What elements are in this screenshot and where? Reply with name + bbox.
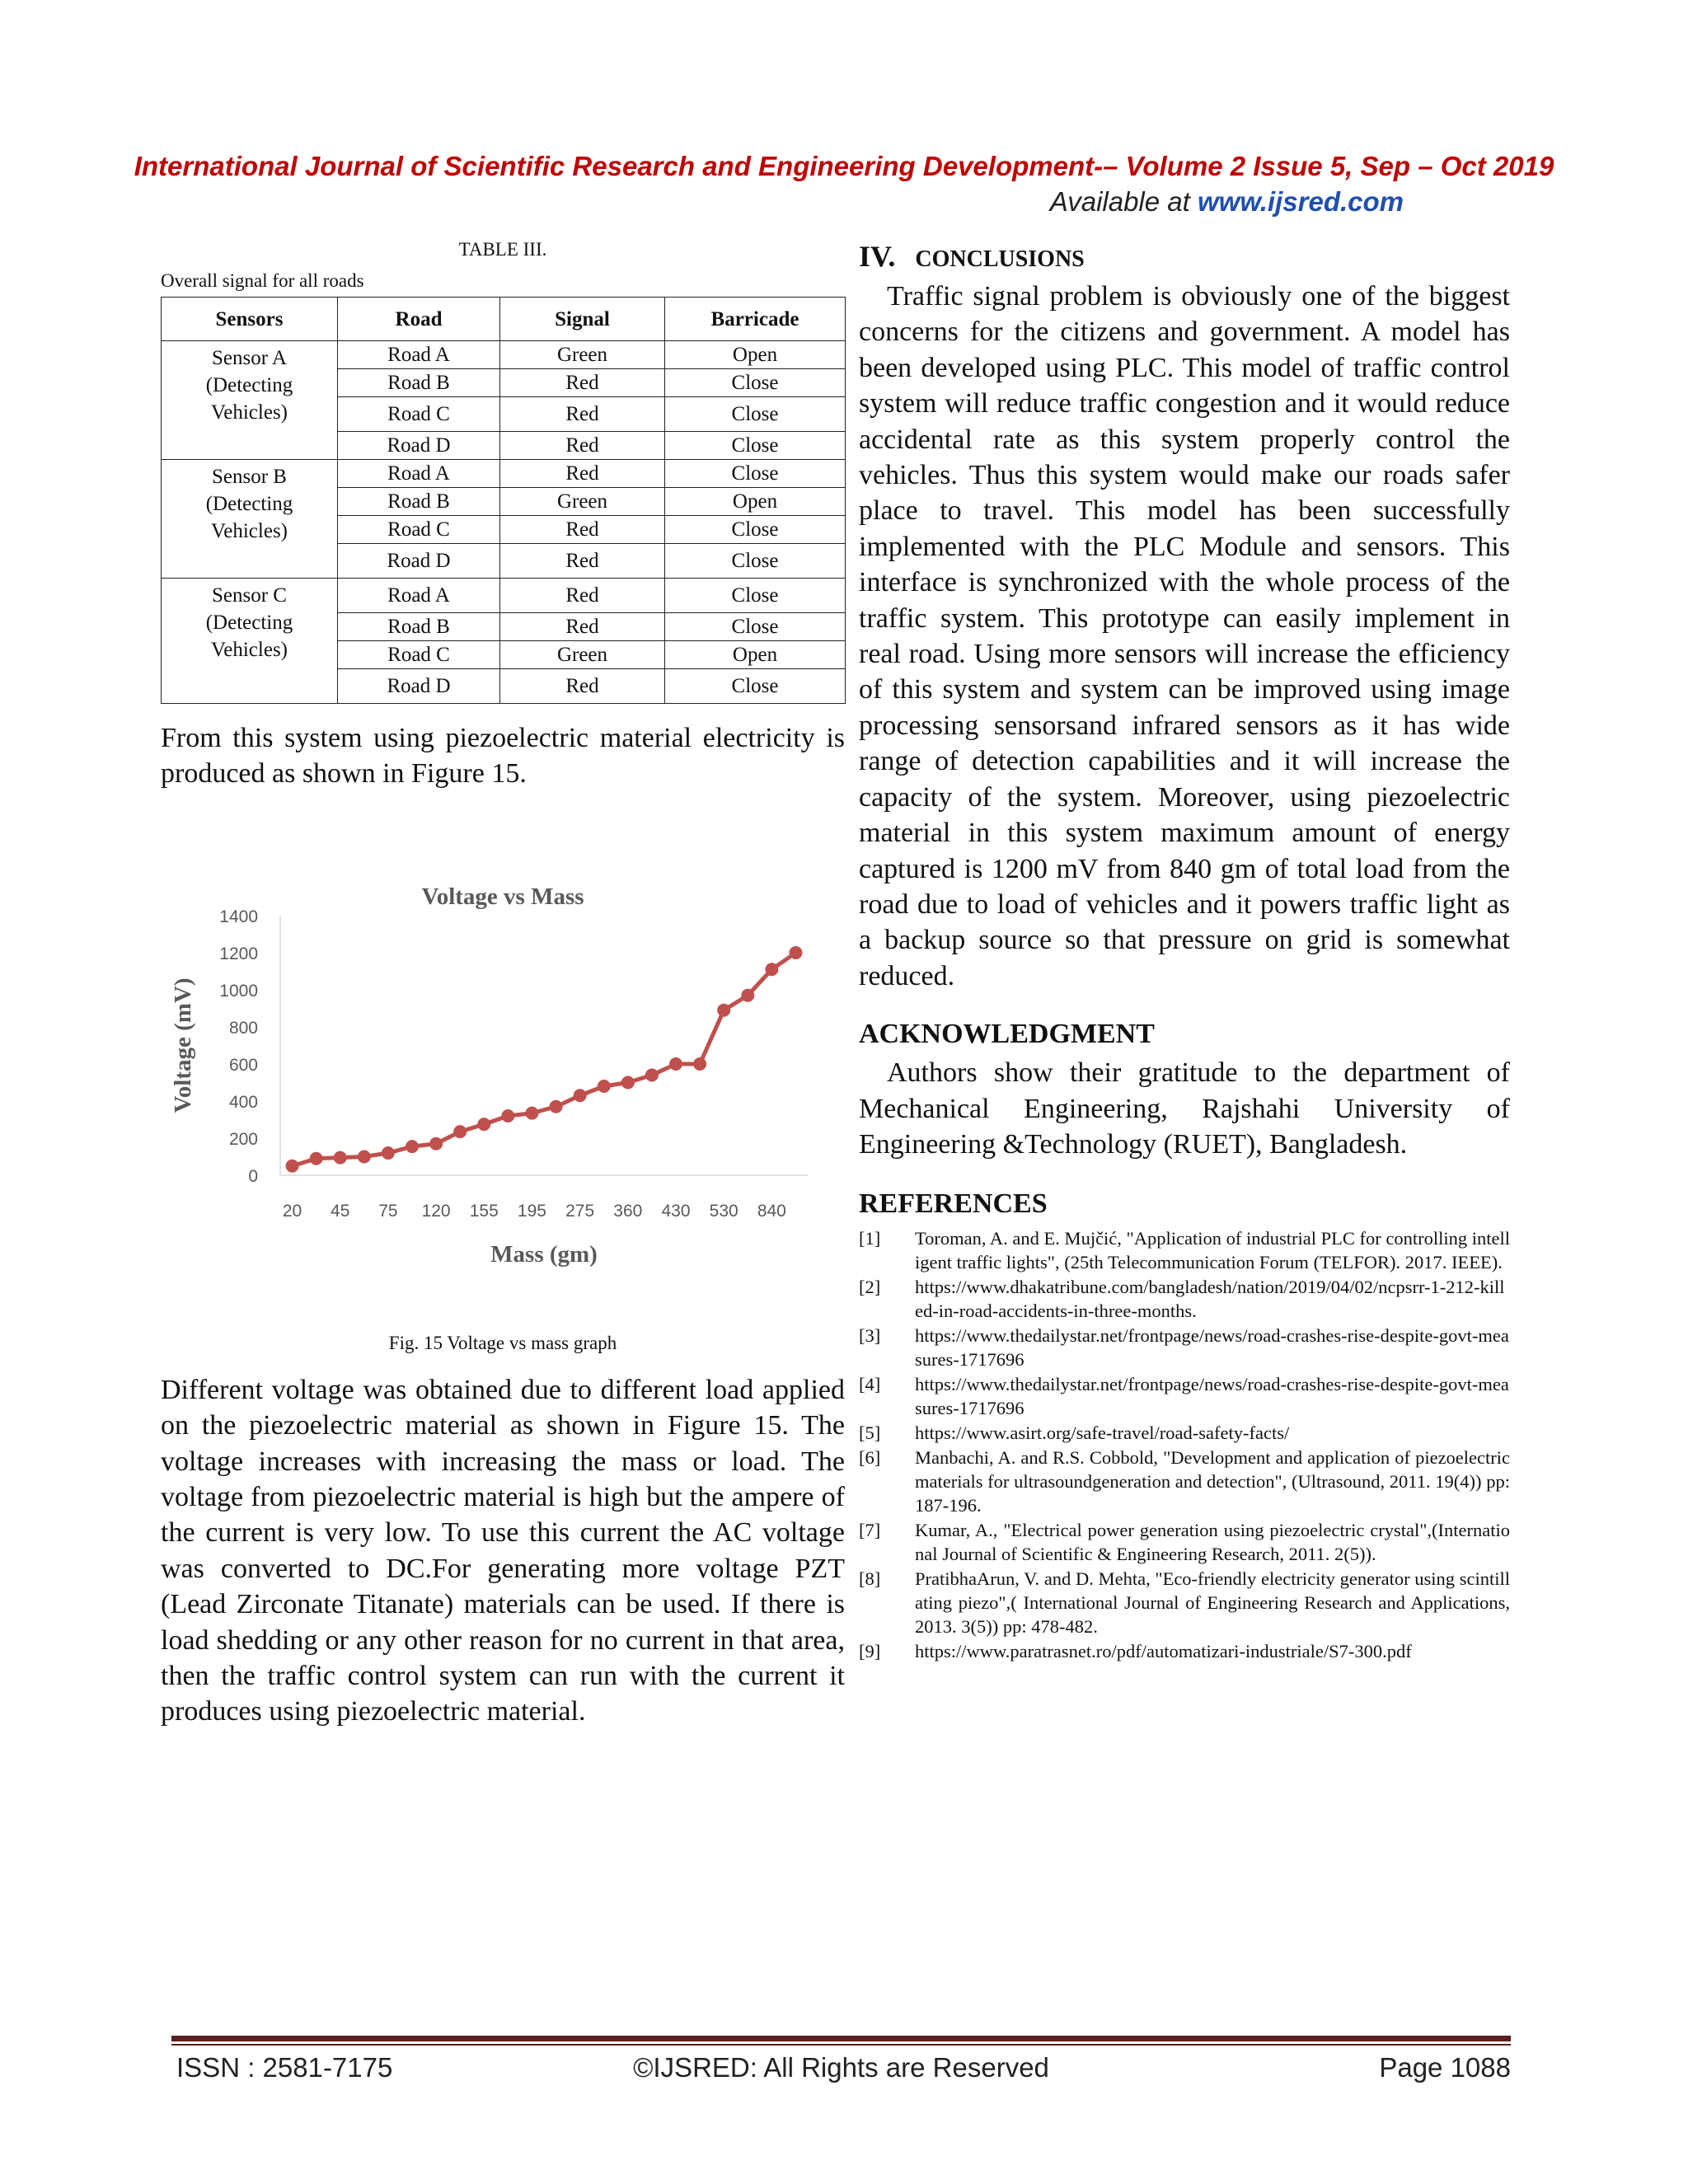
paragraph-voltage: Different voltage was obtained due to different load applied on the piezoelectric material as shown in Figure 15. The voltage increases with increasing the mass or load. The voltage from piezoelectric material is high but the ampere of the current is very low. To use this current the AC voltage was converted to DC.For generating more voltage PZT (Lead Zirconate Titanate) materials can be used. If there is load shedding or any other reason for no current in that area, then the traffic control system can run with the current it produces using piezoelectric material. (161, 1374, 845, 1727)
data-point (501, 1109, 514, 1122)
signal-cell: Red (500, 432, 665, 460)
x-tick-label: 430 (661, 1201, 691, 1221)
reference-number: [1] (859, 1228, 881, 1249)
signal-cell: Green (500, 488, 665, 516)
conclusions-paragraph: Traffic signal problem is obviously one of the biggest concerns for the citizens and government. A model has been developed using PLC. This model of traffic control system will reduce traffic congestion and it would reduce accidental rate as this system properly control the vehicles. Thus this system would make our roads safer place to travel. This model has been successfully implemented with the PLC Module and sensors. This interface is synchronized with the whole process of the traffic system. This prototype can easily implement in real road. Using more sensors will increase the efficiency of this system and system can be improved using image processing sensorsand infrared sensors as it has wide range of detection capabilities and it will increase the capacity of the system. Moreover, using piezoelectric material in this system maximum amount of energy captured is 1200 mV from 840 gm of total load from the road due to load of vehicles and it powers traffic light as a backup source so that pressure on grid is somewhat reduced. (859, 281, 1510, 991)
table-row (162, 341, 846, 369)
road-cell: Road C (338, 397, 500, 432)
signal-cell: Red (500, 544, 665, 579)
signal-table-body (162, 341, 846, 704)
x-axis-label: Mass (gm) (490, 1240, 598, 1268)
reference-item (859, 1567, 1510, 1638)
conclusions-number: IV. (859, 240, 896, 273)
reference-item (859, 1324, 1510, 1371)
sensor-name: Sensor B (212, 466, 287, 488)
data-point (645, 1068, 659, 1081)
y-tick-label: 1200 (219, 944, 258, 963)
barricade-cell: Close (665, 369, 846, 397)
data-point (693, 1057, 706, 1071)
availability-line (1050, 186, 1404, 218)
data-point (525, 1106, 538, 1119)
barricade-cell: Close (665, 397, 846, 432)
reference-item (859, 1275, 1510, 1323)
signal-cell: Red (500, 460, 665, 488)
barricade-cell: Open (665, 641, 846, 669)
y-tick-label: 1000 (219, 981, 258, 1001)
footer-issn: ISSN : 2581-7175 (176, 2052, 393, 2083)
header-sensors: Sensors (162, 298, 338, 341)
data-point (334, 1151, 347, 1164)
x-tick-label: 20 (282, 1201, 302, 1221)
x-tick-label: 120 (421, 1201, 451, 1221)
voltage-mass-chart (161, 866, 845, 1328)
data-point (598, 1080, 611, 1093)
data-point (358, 1150, 371, 1163)
sensor-detail: (Detecting Vehicles) (205, 612, 293, 661)
conclusions-heading (859, 239, 1510, 274)
sensor-cell (162, 579, 338, 704)
road-cell: Road B (338, 613, 500, 641)
reference-text: Toroman, A. and E. Mujčić, "Application of industrial PLC for controlling intelligent traffic lights", (25th Telecommunication Forum (TELFOR). 2017. IEEE). (915, 1228, 1510, 1273)
reference-item (859, 1421, 1510, 1445)
x-tick-label: 840 (757, 1201, 786, 1221)
y-axis-label: Voltage (mV) (170, 977, 196, 1113)
right-column (859, 239, 1510, 1664)
sensor-detail: (Detecting Vehicles) (205, 493, 293, 542)
signal-cell: Green (500, 341, 665, 369)
reference-text: Kumar, A., "Electrical power generation using piezoelectric crystal",(International Journal of Scientific & Engineering Research, 2011. 2(5)). (915, 1520, 1510, 1565)
reference-number: [7] (859, 1520, 881, 1541)
data-point (574, 1089, 587, 1102)
road-cell: Road C (338, 641, 500, 669)
reference-number: [4] (859, 1374, 881, 1395)
reference-number: [2] (859, 1277, 881, 1298)
footer-rights: ©IJSRED: All Rights are Reserved (633, 2052, 1049, 2083)
barricade-cell: Open (665, 488, 846, 516)
reference-text: PratibhaArun, V. and D. Mehta, "Eco-friendly electricity generator using scintillating piezo",( International Journal of Engineering Research and Applications, 2013. 3(5)) pp: 478-482. (915, 1568, 1510, 1638)
table-row (162, 579, 846, 613)
footer-rule-thick (171, 2036, 1511, 2041)
references-list (859, 1226, 1510, 1663)
data-point (717, 1004, 730, 1017)
x-tick-label: 195 (517, 1201, 546, 1221)
signal-cell: Red (500, 579, 665, 613)
sensor-cell (162, 341, 338, 460)
available-prefix: Available at (1049, 186, 1198, 217)
references-heading: REFERENCES (859, 1188, 1048, 1220)
x-tick-label: 45 (331, 1201, 350, 1221)
footer-page-number: Page 1088 (1379, 2052, 1511, 2083)
reference-text: https://www.thedailystar.net/frontpage/news/road-crashes-rise-despite-govt-measures-1717696 (915, 1374, 1509, 1419)
acknowledgment-paragraph: Authors show their gratitude to the department of Mechanical Engineering, Rajshahi University of Engineering &Technology (RUET), Bangladesh. (859, 1057, 1510, 1160)
data-point (453, 1125, 467, 1138)
reference-number: [3] (859, 1325, 881, 1347)
y-tick-label: 1400 (219, 907, 258, 926)
reference-item (859, 1518, 1510, 1566)
x-tick-label: 75 (378, 1201, 398, 1221)
table-caption: TABLE III. (458, 239, 547, 260)
sensor-cell (162, 460, 338, 579)
paragraph-electricity: From this system using piezoelectric material electricity is produced as shown in Figure 15. (161, 723, 845, 790)
y-tick-label: 600 (228, 1055, 258, 1075)
y-tick-label: 400 (228, 1092, 258, 1112)
reference-item (859, 1226, 1510, 1274)
road-cell: Road A (338, 460, 500, 488)
footer-rule-thin (171, 2044, 1511, 2046)
header-road: Road (338, 298, 500, 341)
x-tick-label: 360 (613, 1201, 643, 1221)
barricade-cell: Close (665, 669, 846, 704)
reference-item (859, 1446, 1510, 1517)
data-point (789, 946, 802, 959)
road-cell: Road D (338, 432, 500, 460)
barricade-cell: Close (665, 579, 846, 613)
barricade-cell: Close (665, 544, 846, 579)
road-cell: Road B (338, 369, 500, 397)
x-tick-label: 155 (469, 1201, 499, 1221)
data-point (477, 1118, 490, 1131)
data-point (310, 1152, 323, 1165)
series-line (293, 953, 796, 1166)
reference-item (859, 1372, 1510, 1420)
y-tick-label: 200 (228, 1129, 258, 1149)
journal-url[interactable]: www.ijsred.com (1197, 186, 1404, 217)
table-header-row (162, 298, 846, 341)
acknowledgment-heading: ACKNOWLEDGMENT (859, 1019, 1155, 1050)
signal-cell: Red (500, 369, 665, 397)
data-point (550, 1100, 563, 1113)
header-signal: Signal (500, 298, 665, 341)
reference-text: https://www.dhakatribune.com/bangladesh/nation/2019/04/02/ncpsrr-1-212-killed-in-road-accidents-in-three-months. (915, 1277, 1505, 1322)
reference-number: [8] (859, 1568, 881, 1590)
signal-cell: Red (500, 516, 665, 544)
y-tick-label: 800 (228, 1018, 258, 1038)
reference-text: https://www.asirt.org/safe-travel/road-safety-facts/ (915, 1422, 1290, 1444)
data-point (621, 1076, 635, 1089)
figure-caption: Fig. 15 Voltage vs mass graph (388, 1332, 617, 1353)
left-column (161, 239, 845, 1730)
journal-header: International Journal of Scientific Research and Engineering Development-– Volume 2 Issue 5, Sep – Oct 2019 (134, 151, 1554, 181)
road-cell: Road D (338, 544, 500, 579)
reference-number: [6] (859, 1447, 881, 1469)
chart-svg (161, 866, 845, 1328)
signal-table (161, 297, 846, 704)
page-footer (171, 2052, 1511, 2093)
signal-cell: Red (500, 669, 665, 704)
reference-text: Manbachi, A. and R.S. Cobbold, "Development and application of piezoelectric materials for ultrasoundgeneration and detection", (Ultrasound, 2011. 19(4)) pp: 187-196. (915, 1447, 1510, 1516)
signal-cell: Red (500, 397, 665, 432)
data-point (286, 1160, 299, 1173)
barricade-cell: Close (665, 516, 846, 544)
reference-item (859, 1639, 1510, 1663)
reference-text: https://www.paratrasnet.ro/pdf/automatizari-industriale/S7-300.pdf (915, 1641, 1412, 1662)
data-point (741, 989, 754, 1002)
road-cell: Road D (338, 669, 500, 704)
data-point (669, 1057, 682, 1071)
road-cell: Road B (338, 488, 500, 516)
signal-cell: Red (500, 613, 665, 641)
barricade-cell: Close (665, 460, 846, 488)
sensor-name: Sensor C (212, 584, 287, 607)
barricade-cell: Open (665, 341, 846, 369)
data-point (382, 1146, 395, 1160)
reference-number: [5] (859, 1422, 881, 1444)
road-cell: Road A (338, 579, 500, 613)
y-tick-label: 0 (248, 1166, 258, 1186)
road-cell: Road C (338, 516, 500, 544)
header-barricade: Barricade (665, 298, 846, 341)
data-point (429, 1137, 443, 1151)
sensor-detail: (Detecting Vehicles) (205, 374, 293, 424)
reference-text: https://www.thedailystar.net/frontpage/news/road-crashes-rise-despite-govt-measures-1717696 (915, 1325, 1509, 1371)
x-tick-label: 530 (709, 1201, 738, 1221)
road-cell: Road A (338, 341, 500, 369)
sensor-name: Sensor A (212, 347, 287, 369)
reference-number: [9] (859, 1641, 881, 1662)
table-title: Overall signal for all roads (161, 270, 364, 291)
barricade-cell: Close (665, 613, 846, 641)
x-tick-label: 275 (565, 1201, 595, 1221)
chart-title: Voltage vs Mass (421, 883, 584, 910)
barricade-cell: Close (665, 432, 846, 460)
data-point (765, 963, 778, 976)
signal-cell: Green (500, 641, 665, 669)
data-point (406, 1140, 419, 1153)
table-row (162, 460, 846, 488)
conclusions-title: CONCLUSIONS (915, 246, 1085, 272)
